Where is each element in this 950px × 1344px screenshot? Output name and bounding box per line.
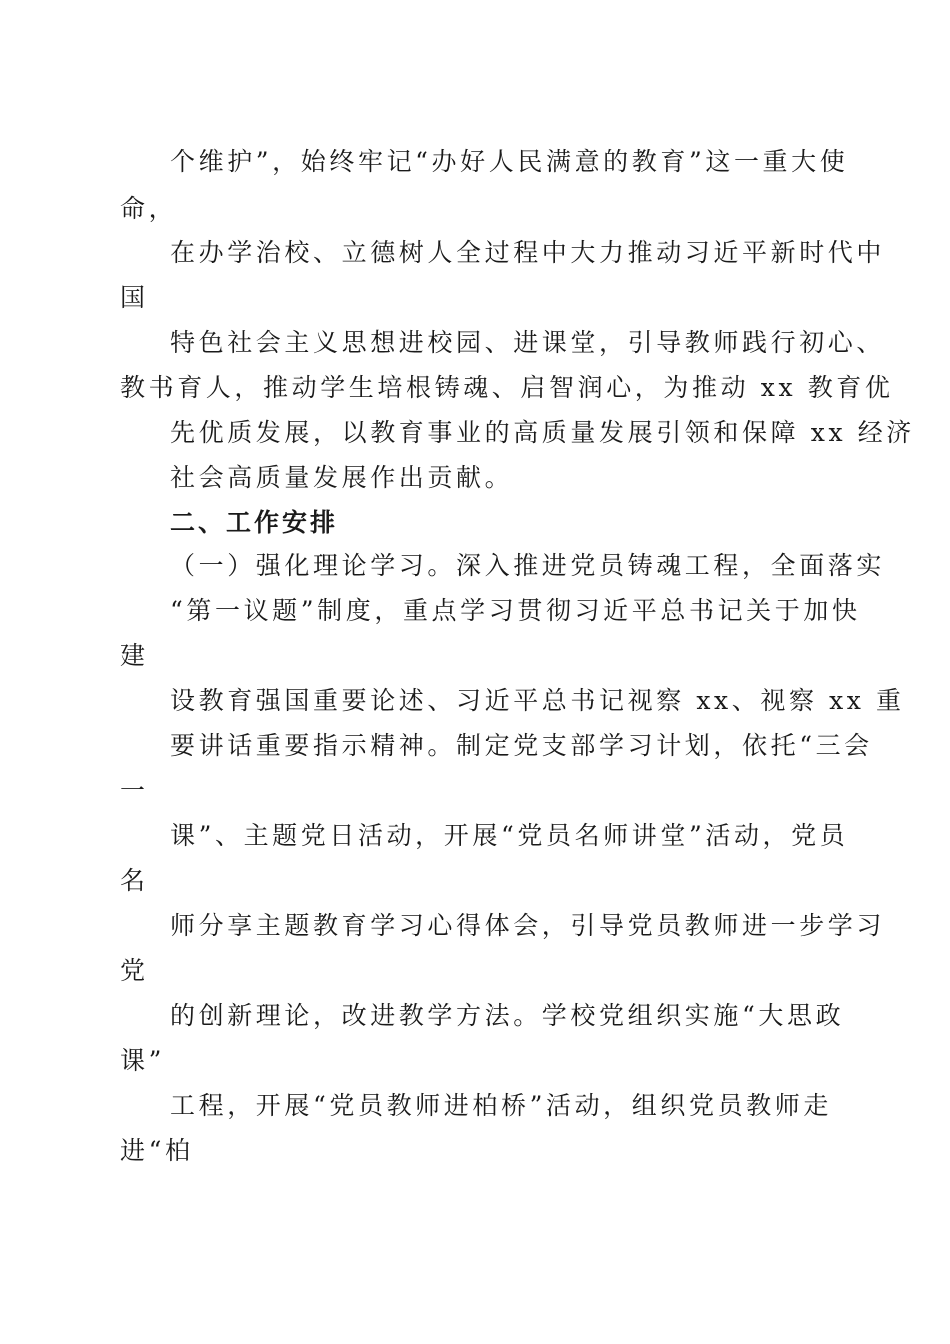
text-line: 进“柏 — [120, 1136, 194, 1165]
text-line: 先优质发展，以教育事业的高质量发展引领和保障 xx 经济 — [170, 418, 915, 447]
text-line: 国 — [120, 283, 149, 312]
text-line: 个维护”，始终牢记“办好人民满意的教育”这一重大使 — [170, 147, 849, 176]
text-line: 在办学治校、立德树人全过程中大力推动习近平新时代中 — [170, 238, 886, 267]
text-line: 师分享主题教育学习心得体会，引导党员教师进一步学习 — [170, 911, 886, 940]
text-line: 设教育强国重要论述、习近平总书记视察 xx、视察 xx 重 — [170, 686, 905, 715]
text-line: 要讲话重要指示精神。制定党支部学习计划，依托“三会 — [170, 731, 873, 760]
text-line: 课” — [120, 1046, 165, 1075]
text-line: 建 — [120, 641, 149, 670]
text-line: “第一议题”制度，重点学习贯彻习近平总书记关于加快 — [170, 596, 861, 625]
text-line: 一 — [120, 776, 149, 805]
subsection-heading: （一）强化理论学习。深入推进党员铸魂工程，全面落实 — [170, 551, 886, 580]
section-heading: 二、工作安排 — [170, 508, 339, 537]
text-line: 名 — [120, 866, 149, 895]
text-line: 的创新理论，改进教学方法。学校党组织实施“大思政 — [170, 1001, 845, 1030]
text-line: 课”、主题党日活动，开展“党员名师讲堂”活动，党员 — [170, 821, 849, 850]
text-line: 工程，开展“党员教师进柏桥”活动，组织党员教师走 — [170, 1091, 832, 1120]
text-line: 社会高质量发展作出贡献。 — [170, 463, 514, 492]
text-line: 党 — [120, 956, 149, 985]
text-line: 教书育人，推动学生培根铸魂、启智润心，为推动 xx 教育优 — [120, 373, 894, 402]
text-line: 特色社会主义思想进校园、进课堂，引导教师践行初心、 — [170, 328, 886, 357]
text-line: 命， — [120, 194, 178, 223]
